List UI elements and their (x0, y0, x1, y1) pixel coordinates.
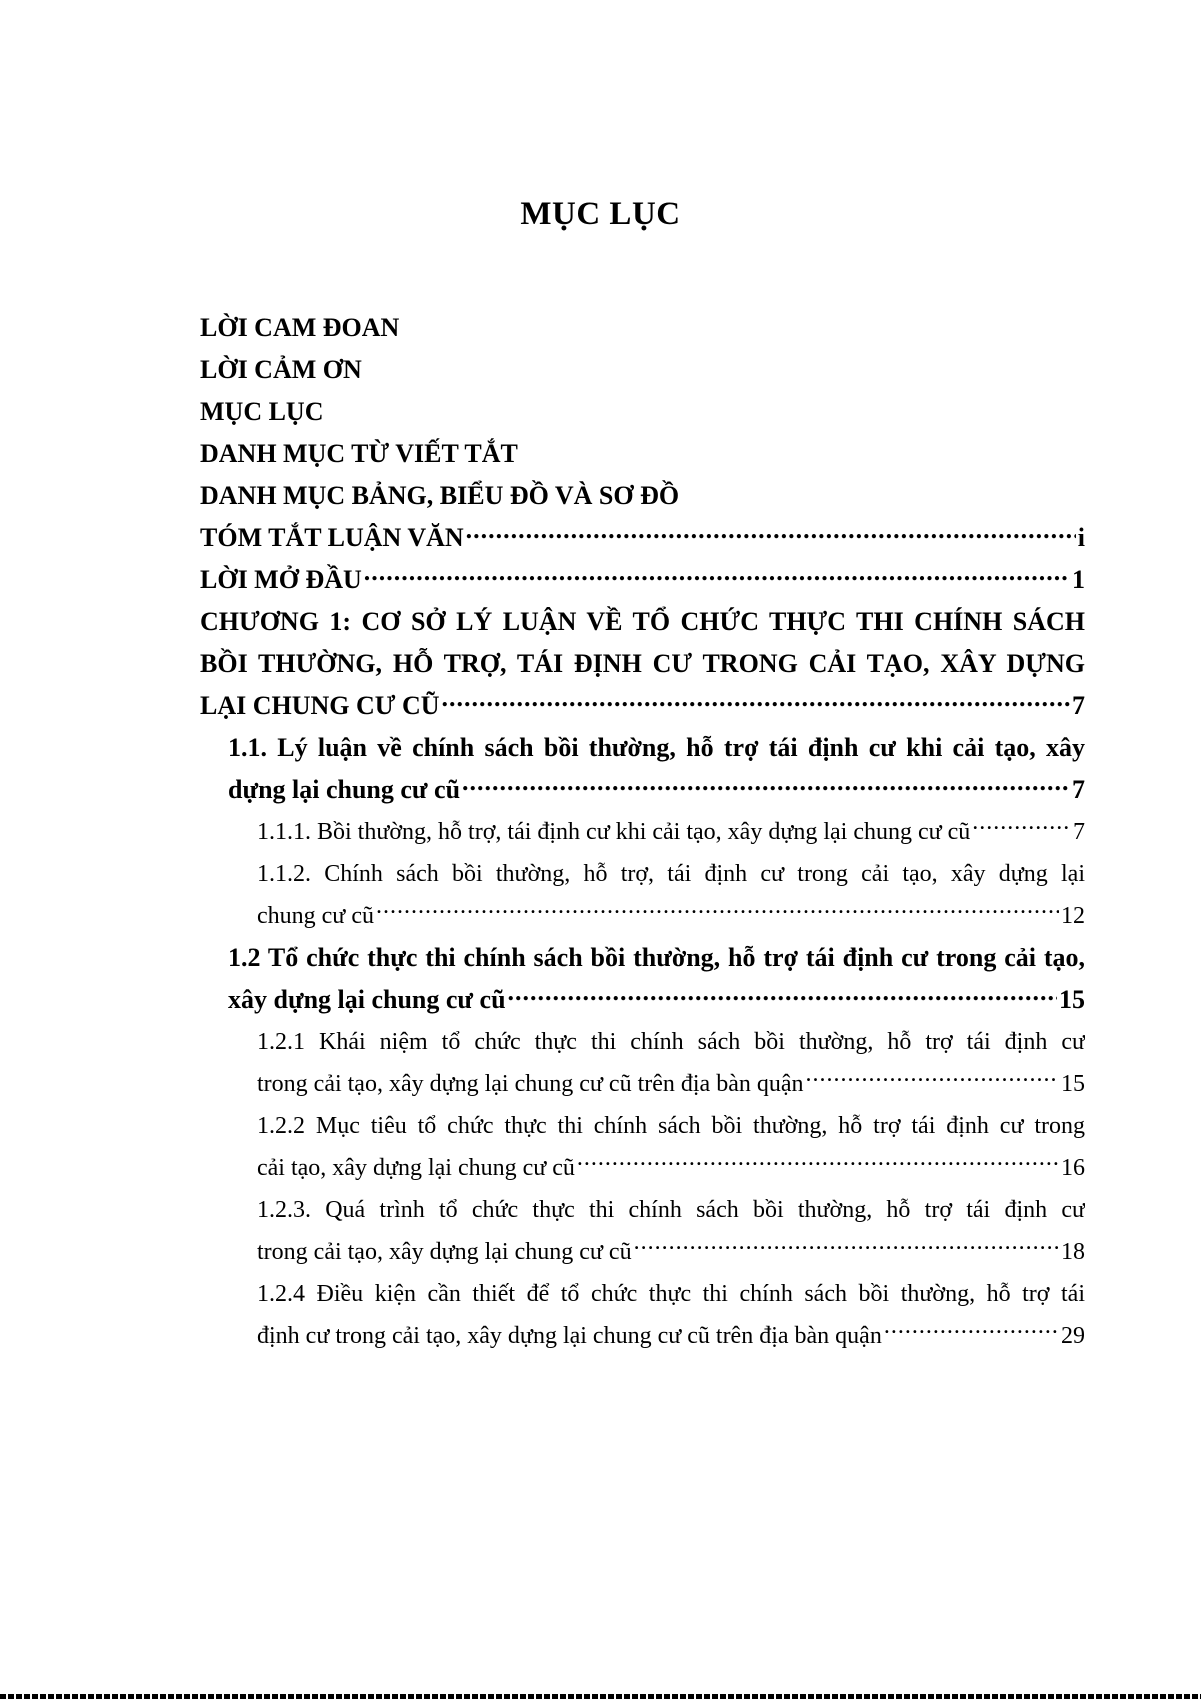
page-number: 7 (1072, 775, 1085, 804)
page-title: MỤC LỤC (520, 196, 681, 232)
toc-chapter1-line1[interactable]: CHƯƠNG 1: CƠ SỞ LÝ LUẬN VỀ TỔ CHỨC THỰC THI CHÍNH SÁCH (200, 607, 1085, 636)
dot-leader (364, 562, 1070, 588)
toc-subsection-1-2-3-line2[interactable] (257, 1230, 1085, 1274)
toc-entry-danh-muc-tu-viet-tat[interactable]: DANH MỤC TỪ VIẾT TẮT (200, 439, 518, 468)
page-number: 15 (1061, 1071, 1085, 1097)
toc-section-1-2-line2[interactable] (228, 978, 1085, 1022)
page-number: 29 (1061, 1323, 1085, 1349)
page-number: 12 (1061, 903, 1085, 929)
toc-subsection-1-2-2-line1[interactable]: 1.2.2 Mục tiêu tổ chức thực thi chính sách bồi thường, hỗ trợ tái định cư trong (257, 1113, 1085, 1139)
page-number: 15 (1059, 985, 1085, 1014)
toc-entry-loi-mo-dau[interactable] (200, 558, 1085, 602)
page-number: 7 (1072, 691, 1085, 720)
toc-subsection-1-2-4-line2[interactable] (257, 1314, 1085, 1358)
toc-subsection-1-2-2-line2[interactable] (257, 1146, 1085, 1190)
dot-leader (466, 520, 1076, 546)
toc-subsection-1-2-3-line1[interactable]: 1.2.3. Quá trình tổ chức thực thi chính sách bồi thường, hỗ trợ tái định cư (257, 1197, 1085, 1223)
toc-section-1-1-line1[interactable]: 1.1. Lý luận về chính sách bồi thường, hỗ trợ tái định cư khi cải tạo, xây (228, 733, 1085, 762)
toc-entry-muc-luc[interactable]: MỤC LỤC (200, 397, 324, 426)
toc-subsection-1-1-1[interactable] (257, 810, 1085, 854)
dot-leader (884, 1319, 1059, 1343)
toc-chapter1-line2[interactable]: BỒI THƯỜNG, HỖ TRỢ, TÁI ĐỊNH CƯ TRONG CẢI TẠO, XÂY DỰNG (200, 649, 1085, 678)
toc-entry-text: TÓM TẮT LUẬN VĂN (200, 523, 464, 552)
dot-leader (508, 982, 1057, 1008)
toc-entry-text: LẠI CHUNG CƯ CŨ (200, 691, 440, 720)
toc-entry-loi-cam-doan[interactable]: LỜI CAM ĐOAN (200, 313, 400, 342)
toc-entry-text: LỜI MỞ ĐẦU (200, 565, 362, 594)
toc-subsection-1-1-2-line1[interactable]: 1.1.2. Chính sách bồi thường, hỗ trợ, tái định cư trong cải tạo, xây dựng lại (257, 861, 1085, 887)
dot-leader (634, 1235, 1059, 1259)
toc-entry-tom-tat[interactable] (200, 516, 1085, 560)
toc-entry-text: định cư trong cải tạo, xây dựng lại chung cư cũ trên địa bàn quận (257, 1323, 882, 1349)
toc-subsection-1-1-2-line2[interactable] (257, 894, 1085, 938)
toc-entry-text: cải tạo, xây dựng lại chung cư cũ (257, 1155, 575, 1181)
dot-leader (376, 899, 1059, 923)
toc-entry-danh-muc-bang[interactable]: DANH MỤC BẢNG, BIỂU ĐỒ VÀ SƠ ĐỒ (200, 481, 680, 510)
dot-leader (442, 688, 1070, 714)
toc-entry-text: dựng lại chung cư cũ (228, 775, 461, 804)
page-number: 7 (1073, 819, 1085, 845)
page-number: 1 (1072, 565, 1085, 594)
dot-leader (462, 772, 1070, 798)
toc-entry-text: trong cải tạo, xây dựng lại chung cư cũ (257, 1239, 632, 1265)
toc-subsection-1-2-1-line1[interactable]: 1.2.1 Khái niệm tổ chức thực thi chính sách bồi thường, hỗ trợ tái định cư (257, 1029, 1085, 1055)
toc-subsection-1-2-1-line2[interactable] (257, 1062, 1085, 1106)
toc-entry-text: trong cải tạo, xây dựng lại chung cư cũ trên địa bàn quận (257, 1071, 804, 1097)
toc-subsection-1-2-4-line1[interactable]: 1.2.4 Điều kiện cần thiết để tổ chức thực thi chính sách bồi thường, hỗ trợ tái (257, 1281, 1085, 1307)
dot-leader (972, 815, 1071, 839)
toc-section-1-1-line2[interactable] (228, 768, 1085, 812)
toc-section-1-2-line1[interactable]: 1.2 Tổ chức thực thi chính sách bồi thường, hỗ trợ tái định cư trong cải tạo, (228, 943, 1085, 972)
toc-entry-loi-cam-on[interactable]: LỜI CẢM ƠN (200, 355, 362, 384)
dot-leader (577, 1151, 1059, 1175)
toc-entry-text: chung cư cũ (257, 903, 374, 929)
dot-leader (806, 1067, 1059, 1091)
page-number: i (1077, 523, 1085, 552)
page-number: 18 (1061, 1239, 1085, 1265)
page-number: 16 (1061, 1155, 1085, 1181)
toc-entry-text: xây dựng lại chung cư cũ (228, 985, 506, 1014)
toc-chapter1-line3[interactable] (200, 684, 1085, 728)
bottom-border (0, 1694, 1201, 1699)
toc-entry-text: 1.1.1. Bồi thường, hỗ trợ, tái định cư khi cải tạo, xây dựng lại chung cư cũ (257, 819, 971, 845)
